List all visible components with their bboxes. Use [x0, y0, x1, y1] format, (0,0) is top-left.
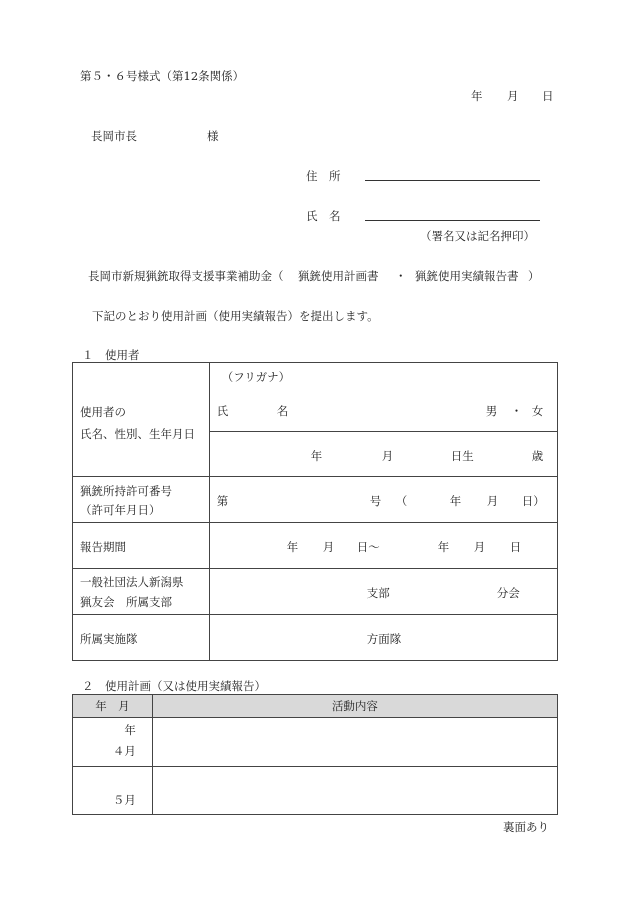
plan-table [72, 694, 558, 815]
row-month-cell[interactable] [73, 767, 153, 815]
name-input-line[interactable] [365, 220, 540, 221]
unit-label-cell [73, 615, 210, 661]
unit-label: 所属実施隊 [80, 632, 138, 646]
table-row [73, 718, 558, 767]
date-year-label: 年 [471, 89, 483, 103]
subsidy-line-suffix: ） [528, 269, 540, 283]
license-open-paren: （ [395, 494, 408, 508]
name-shi-label: 氏 [216, 404, 229, 418]
association-label-line1: 一般社団法人新潟県 [80, 575, 184, 589]
gender-female-option[interactable]: 女 [531, 404, 544, 418]
subbranch-label: 分会 [496, 586, 520, 600]
address-input-line[interactable] [365, 180, 540, 181]
date-month-label: 月 [507, 89, 519, 103]
gender-separator: ・ [510, 404, 523, 418]
subsidy-separator: ・ [395, 269, 407, 283]
birth-day-label: 日生 [450, 449, 474, 463]
row-activity-cell[interactable] [152, 718, 557, 767]
subsidy-line-prefix: 長岡市新規猟銃取得支援事業補助金（ [88, 269, 284, 283]
name-mei-label: 名 [276, 404, 289, 418]
table-row [73, 767, 558, 815]
user-info-table [72, 362, 558, 661]
subsidy-option-plan[interactable]: 猟銃使用計画書 [298, 269, 379, 283]
period-day1-label: 日～ [356, 540, 380, 554]
gender-male-option[interactable]: 男 [485, 404, 498, 418]
user-name-cell[interactable] [209, 363, 557, 432]
footer-note: 裏面あり [503, 820, 549, 834]
name-label: 氏 名 [306, 209, 341, 223]
col-activity-header: 活動内容 [152, 695, 557, 718]
birthdate-cell[interactable] [209, 432, 557, 477]
user-label-line2: 氏名、性別、生年月日 [80, 426, 195, 441]
license-dai-label: 第 [216, 494, 229, 508]
period-label-cell [73, 523, 210, 569]
col-month-header: 年 月 [73, 695, 153, 718]
unit-value-label: 方面隊 [366, 632, 402, 646]
section2-title: ２ 使用計画（又は使用実績報告） [82, 679, 266, 693]
form-number: 第５・６号様式（第12条関係） [80, 69, 245, 83]
birth-month-label: 月 [381, 449, 394, 463]
date-day-label: 日 [542, 89, 554, 103]
row-month-label: ５月 [112, 793, 136, 807]
license-year-label: 年 [449, 494, 462, 508]
user-label-cell [73, 363, 210, 477]
license-label-line1: 猟銃所持許可番号 [80, 484, 172, 498]
license-label-line2: （許可年月日） [80, 503, 161, 517]
age-label: 歳 [531, 449, 544, 463]
license-label-cell [73, 477, 210, 523]
license-value-cell[interactable] [209, 477, 557, 523]
intro-text: 下記のとおり使用計画（使用実績報告）を提出します。 [92, 309, 379, 323]
association-label-line2: 猟友会 所属支部 [80, 595, 172, 609]
license-go-label: 号 [369, 494, 382, 508]
section1-title: １ 使用者 [82, 348, 140, 362]
period-day2-label: 日 [509, 540, 522, 554]
furigana-label: （フリガナ） [221, 370, 291, 384]
address-label: 住 所 [306, 169, 341, 183]
period-month1-label: 月 [322, 540, 335, 554]
association-value-cell[interactable] [209, 569, 557, 615]
addressee-honorific: 様 [207, 129, 219, 143]
branch-label: 支部 [366, 586, 390, 600]
addressee-name: 長岡市長 [91, 129, 137, 143]
signature-note: （署名又は記名押印） [420, 229, 535, 243]
row-activity-cell[interactable] [152, 767, 557, 815]
plan-table-header [73, 695, 558, 718]
subsidy-option-report[interactable]: 猟銃使用実績報告書 [415, 269, 519, 283]
license-month-label: 月 [486, 494, 499, 508]
row-year-label: 年 [124, 723, 136, 737]
user-label-line1: 使用者の [80, 404, 126, 419]
unit-value-cell[interactable] [209, 615, 557, 661]
period-value-cell[interactable] [209, 523, 557, 569]
period-month2-label: 月 [473, 540, 486, 554]
birth-year-label: 年 [310, 449, 323, 463]
period-label: 報告期間 [80, 540, 126, 554]
row-month-cell[interactable] [73, 718, 153, 767]
period-year1-label: 年 [286, 540, 299, 554]
association-label-cell [73, 569, 210, 615]
row-month-label: ４月 [112, 744, 136, 758]
license-day-label: 日） [521, 494, 545, 508]
period-year2-label: 年 [437, 540, 450, 554]
